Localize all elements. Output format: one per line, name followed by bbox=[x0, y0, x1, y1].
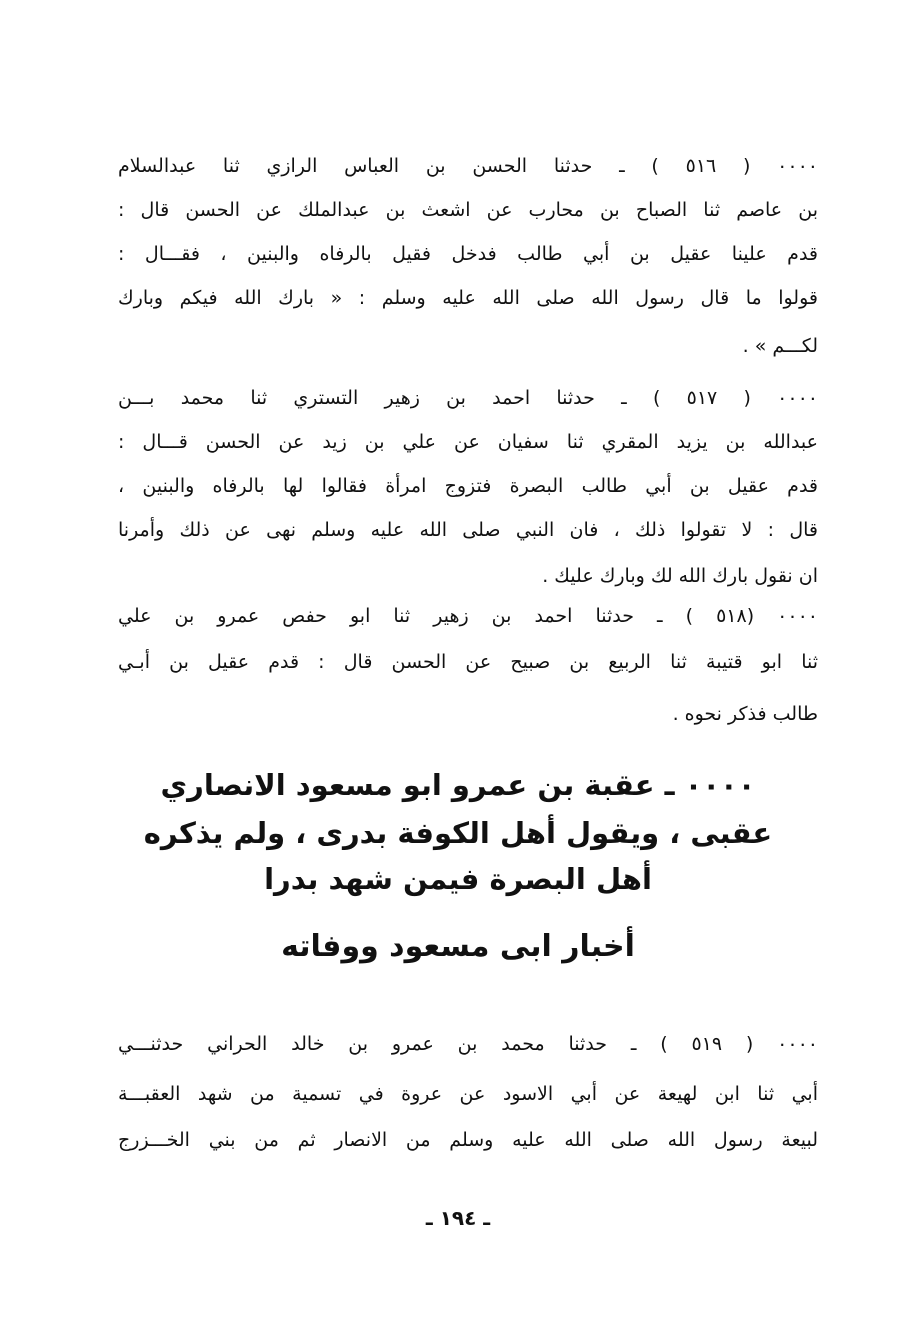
hadith-519-line-2: أبي ثنا ابن لهيعة عن أبي الاسود عن عروة في تسمية من شهد العقبـــة bbox=[118, 1083, 818, 1105]
section-heading-line-2: عقبى ، ويقول أهل الكوفة بدرى ، ولم يذكره bbox=[143, 816, 773, 850]
hadith-517-line-5: ان نقول بارك الله لك وبارك عليك . bbox=[542, 565, 818, 587]
hadith-517-line-2: عبدالله بن يزيد المقري ثنا سفيان عن علي بن زيد عن الحسن قـــال : bbox=[118, 431, 818, 453]
hadith-519-line-3: لبيعة رسول الله صلى الله عليه وسلم من الانصار ثم من بني الخـــزرج bbox=[118, 1129, 818, 1151]
hadith-516-line-4: قولوا ما قال رسول الله صلى الله عليه وسلم : « بارك الله فيكم وبارك bbox=[118, 287, 818, 309]
hadith-517-line-3: قدم عقيل بن أبي طالب البصرة فتزوج امرأة فقالوا لها بالرفاه والبنين ، bbox=[118, 475, 818, 497]
hadith-517-line-4: قال : لا تقولوا ذلك ، فان النبي صلى الله عليه وسلم نهى عن ذلك وأمرنا bbox=[118, 519, 818, 541]
hadith-517-line-1: ٠٠٠٠ ( ٥١٧ ) ـ حدثنا احمد بن زهير التستري ثنا محمد بـــن bbox=[118, 387, 818, 409]
section-heading-line-3: أهل البصرة فيمن شهد بدرا bbox=[264, 862, 652, 896]
section-heading-line-1: ٠٠٠٠ ـ عقبة بن عمرو ابو مسعود الانصاري bbox=[160, 768, 756, 802]
hadith-516-line-1: ٠٠٠٠ ( ٥١٦ ) ـ حدثنا الحسن بن العباس الرازي ثنا عبدالسلام bbox=[118, 155, 818, 177]
hadith-516-line-2: بن عاصم ثنا الصباح بن محارب عن اشعث بن عبدالملك عن الحسن قال : bbox=[118, 199, 818, 221]
hadith-516-line-3: قدم علينا عقيل بن أبي طالب فدخل فقيل بالرفاه والبنين ، فقـــال : bbox=[118, 243, 818, 265]
sub-heading: أخبار ابى مسعود ووفاته bbox=[281, 929, 635, 964]
hadith-516-line-5: لكـــم » . bbox=[742, 335, 818, 357]
hadith-518-line-2: ثنا ابو قتيبة ثنا الربيع بن صبيح عن الحسن قال : قدم عقيل بن أبـي bbox=[118, 651, 818, 673]
page-number: ـ ١٩٤ ـ bbox=[425, 1206, 491, 1230]
hadith-518-line-3: طالب فذكر نحوه . bbox=[672, 703, 818, 725]
hadith-519-line-1: ٠٠٠٠ ( ٥١٩ ) ـ حدثنا محمد بن عمرو بن خالد الحراني حدثنـــي bbox=[118, 1033, 818, 1055]
hadith-518-line-1: ٠٠٠٠ (٥١٨ ) ـ حدثنا احمد بن زهير ثنا ابو حفص عمرو بن علي bbox=[118, 605, 818, 627]
